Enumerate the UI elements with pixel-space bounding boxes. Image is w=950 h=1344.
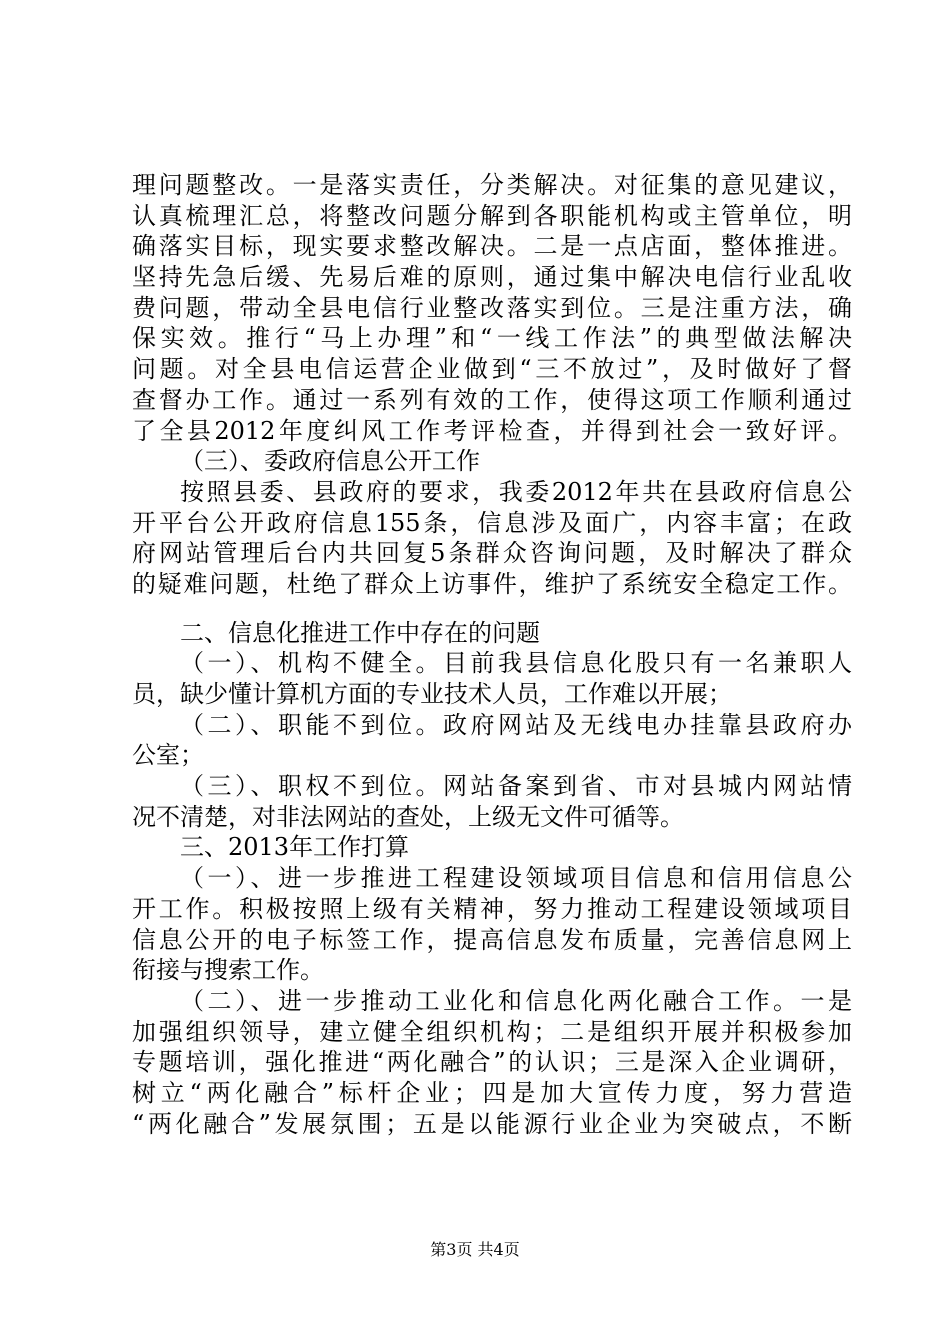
paragraph [132,986,852,1139]
text-line: “两化融合”发展氛围；五是以能源行业企业为突破点，不断 [132,1109,852,1138]
page-number: 第3页 共4页 [430,1240,520,1259]
text-line: 专题培训，强化推进“两化融合”的认识；三是深入企业调研， [132,1048,852,1077]
paragraph [132,477,852,600]
text-line: 问题。对全县电信运营企业做到“三不放过”，及时做好了督 [132,355,852,384]
paragraph [132,710,852,771]
text-line: 开平台公开政府信息155条，信息涉及面广，内容丰富；在政 [132,508,852,537]
text-line: 费问题，带动全县电信行业整改落实到位。三是注重方法，确 [132,293,852,322]
paragraph-gap [132,600,852,618]
text-line: 树立“两化融合”标杆企业；四是加大宣传力度，努力营造 [132,1078,852,1107]
text-line: 二、信息化推进工作中存在的问题 [180,618,540,647]
text-line: 府网站管理后台内共回复5条群众咨询问题，及时解决了群众 [132,539,852,568]
section-heading [132,618,852,649]
text-line: 认真梳理汇总，将整改问题分解到各职能机构或主管单位，明 [132,201,852,230]
section-heading [132,832,852,863]
text-line: （三）、委政府信息公开工作 [180,447,480,476]
document-body [132,170,852,1139]
text-line: 况不清楚，对非法网站的查处，上级无文件可循等。 [132,802,684,831]
text-line: 的疑难问题，杜绝了群众上访事件，维护了系统安全稳定工作。 [132,569,852,598]
text-line: 衔接与搜索工作。 [132,956,324,985]
text-line: 按照县委、县政府的要求，我委2012年共在县政府信息公 [180,477,852,506]
text-line: 开工作。积极按照上级有关精神，努力推动工程建设领域项目 [132,894,852,923]
section-heading [132,446,852,477]
text-line: 确落实目标，现实要求整改解决。二是一点店面，整体推进。 [132,232,852,261]
text-line: 查督办工作。通过一系列有效的工作，使得这项工作顺利通过 [132,385,852,414]
text-line: （一）、机构不健全。目前我县信息化股只有一名兼职人 [180,649,852,678]
text-line: （二）、职能不到位。政府网站及无线电办挂靠县政府办 [180,710,852,739]
text-line: 理问题整改。一是落实责任，分类解决。对征集的意见建议， [132,171,852,199]
text-line: 三、2013年工作打算 [180,833,410,862]
text-line: （二）、进一步推动工业化和信息化两化融合工作。一是 [180,986,852,1015]
text-line: 保实效。推行“马上办理”和“一线工作法”的典型做法解决 [132,324,852,353]
text-line: 了全县2012年度纠风工作考评检查，并得到社会一致好评。 [132,416,852,445]
text-line: 员，缺少懂计算机方面的专业技术人员，工作难以开展； [132,680,732,708]
text-line: 坚持先急后缓、先易后难的原则，通过集中解决电信行业乱收 [132,263,852,292]
paragraph [132,863,852,986]
text-line: 加强组织领导，建立健全组织机构；二是组织开展并积极参加 [132,1017,852,1046]
paragraph [132,648,852,709]
text-line: （一）、进一步推进工程建设领域项目信息和信用信息公 [180,864,852,893]
text-line: （三）、职权不到位。网站备案到省、市对县城内网站情 [180,772,852,801]
paragraph [132,771,852,832]
text-line: 信息公开的电子标签工作，提高信息发布质量，完善信息网上 [132,925,852,954]
paragraph [132,170,852,446]
text-line: 公室； [132,741,204,770]
